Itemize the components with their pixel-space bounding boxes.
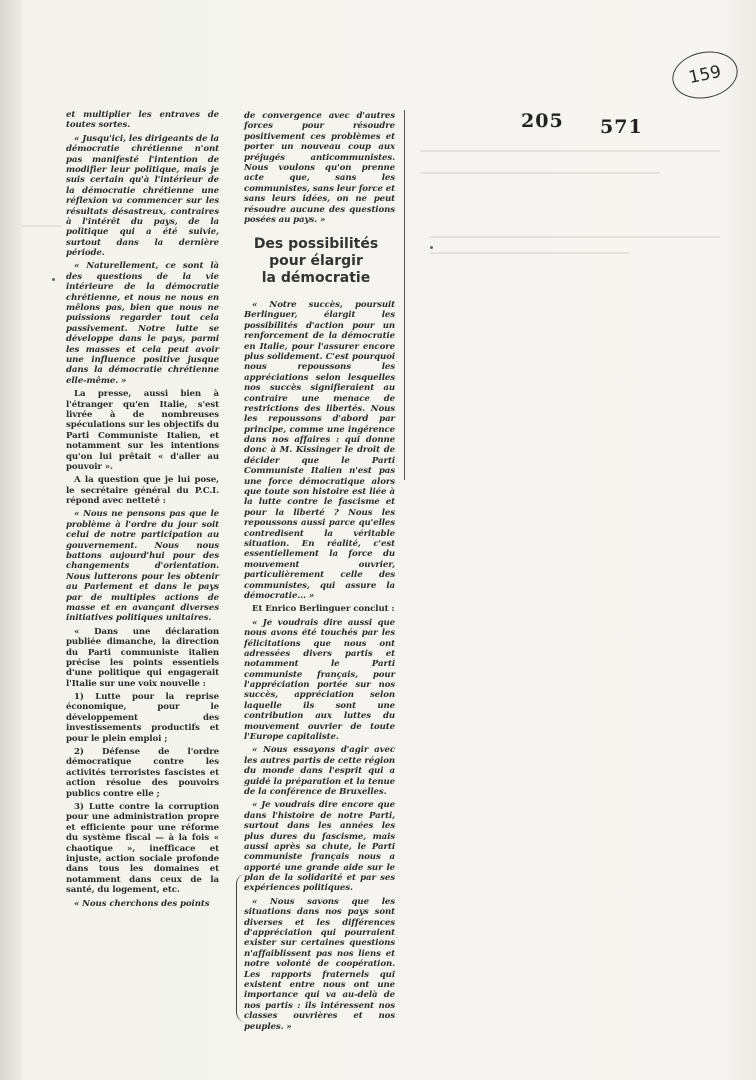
article-column-1: [66, 110, 219, 912]
article-paragraph: « Nous savons que les situations dans nos pays sont diverses et les différences d'appréciation qui pourraient exister sur certaines questions n'affaiblissent pas nos liens et notre volonté de coopération. Les rapports fraternels qui existent entre nous ont une importance qui va au-delà de nos partis : ils intéressent nos classes ouvrières et nos peuples. »: [244, 896, 395, 1032]
article-column-2-top: [244, 111, 395, 228]
article-paragraph: « Jusqu'ici, les dirigeants de la démocratie chrétienne n'ont pas manifesté l'intention de modifier leur politique, mais je suis certain qu'à l'intérieur de la démocratie chrétienne une réflexion va commencer sur les résultats désastreux, contraires à l'intérêt du pays, de la politique qui a été suivie, surtout dans la dernière période.: [66, 133, 219, 259]
article-paragraph: « Nous essayons d'agir avec les autres partis de cette région du monde dans l'esprit qui a guidé la préparation et la tenue de la conférence de Bruxelles.: [244, 745, 395, 797]
article-paragraph: « Je voudrais dire encore que dans l'histoire de notre Parti, surtout dans les années les plus dures du fascisme, mais aussi après sa chute, le Parti communiste français nous a apporté une grande aide sur le plan de la solidarité et par ses expériences politiques.: [244, 800, 395, 894]
show-through-line: [420, 172, 660, 174]
stamp-number: 159: [687, 61, 723, 89]
article-paragraph: 1) Lutte pour la reprise économique, pour le développement des investissements productifs et pour le plein emploi ;: [66, 692, 219, 744]
headline-line-2: pour élargir: [269, 253, 363, 270]
article-headline: [250, 236, 382, 287]
column-rule: [404, 110, 405, 480]
article-column-2-body: [244, 300, 395, 1035]
article-paragraph: « Naturellement, ce sont là des questions de la vie intérieure de la démocratie chrétienne, et nous ne nous en mêlons pas, bien que nous ne puissions regarder tout cela passivement. Notre lutte se développe dans le pays, parmi les masses et cela peut avoir une influence positive jusque dans la démocratie chrétienne elle-même. »: [66, 261, 219, 386]
show-through-line: [430, 236, 720, 238]
article-paragraph: A la question que je lui pose, le secrétaire général du P.C.I. répond avec netteté :: [66, 475, 219, 507]
article-paragraph: et multiplier les entraves de toutes sortes.: [66, 110, 219, 131]
article-paragraph: Et Enrico Berlinguer conclut :: [252, 604, 395, 615]
article-paragraph: « Nous ne pensons pas que le problème à l'ordre du jour soit celui de notre participation au gouvernement. Nous nous battons aujourd'hui pour des changements d'orientation. Nous lutterons pour les obtenir au Parlement et dans le pays par de multiples actions de masse et en avançant diverses initiatives politiques unitaires.: [66, 509, 219, 624]
margin-bracket-mark: [236, 874, 247, 1022]
article-paragraph: de convergence avec d'autres forces pour résoudre positivement ces problèmes et porter un nouveau coup aux préjugés anticommunistes. Nous voulons qu'on prenne acte que, sans les communistes, sans leur force et sans leurs idées, on ne peut résoudre aucune des questions posées au pays. »: [244, 111, 395, 225]
scan-speck: [52, 278, 55, 281]
show-through-line: [430, 252, 630, 254]
scan-speck: [430, 246, 433, 249]
article-paragraph: « Nous cherchons des points: [74, 898, 210, 909]
archive-number-stamp: [668, 46, 742, 105]
show-through-line: [22, 225, 62, 227]
reference-number-part2: 571: [600, 116, 643, 138]
article-paragraph: « Je voudrais dire aussi que nous avons été touchés par les félicitations que nous ont adressées divers partis et notamment le Parti communiste français, pour l'appréciation portée sur nos succès, appréciation selon laquelle ils sont une contribution aux luttes du mouvement ouvrier de toute l'Europe capitaliste.: [244, 617, 395, 743]
article-paragraph: La presse, aussi bien à l'étranger qu'en Italie, s'est livrée à de nombreuses spéculations sur les objectifs du Parti Communiste Italien, et notamment sur les intentions qu'on lui prêtait « d'aller au pouvoir ».: [66, 389, 219, 472]
article-paragraph: « Notre succès, poursuit Berlinguer, élargit les possibilités d'action pour un renforcement de la démocratie en Italie, pour l'assurer encore plus solidement. C'est pourquoi nous repoussons les appréciations selon lesquelles nos succès signifieraient au contraire une menace de restrictions des libertés. Nous les repoussons d'abord par principe, comme une ingérence dans nos affaires : qui donne donc à M. Kissinger le droit de décider que le Parti Communiste Italien n'est pas une force démocratique alors que toute son histoire est liée à la lutte contre le fascisme et pour la liberté ? Nous les repoussons aussi parce qu'elles contredisent la véritable situation. En réalité, c'est essentiellement la force du mouvement ouvrier, particulièrement celle des communistes, qui assure la démocratie... »: [244, 300, 395, 601]
article-paragraph: « Dans une déclaration publiée dimanche, la direction du Parti communiste italien précise les points essentiels d'une politique qui engagerait l'Italie sur une voix nouvelle :: [66, 626, 219, 689]
headline-line-3: la démocratie: [261, 270, 371, 287]
article-paragraph: 2) Défense de l'ordre démocratique contre les activités terroristes fascistes et action résolue des pouvoirs publics contre elle ;: [66, 747, 219, 799]
reference-number-part1: 205: [521, 110, 564, 132]
page-binding-edge: [0, 0, 22, 1080]
show-through-line: [420, 150, 720, 152]
headline-line-1: Des possibilités: [253, 236, 379, 252]
article-paragraph: 3) Lutte contre la corruption pour une administration propre et efficiente pour une réforme du système fiscal — à la fois « chaotique », inefficace et injuste, action sociale profonde dans tous les domaines et notamment dans ceux de la santé, du logement, etc.: [66, 802, 219, 896]
